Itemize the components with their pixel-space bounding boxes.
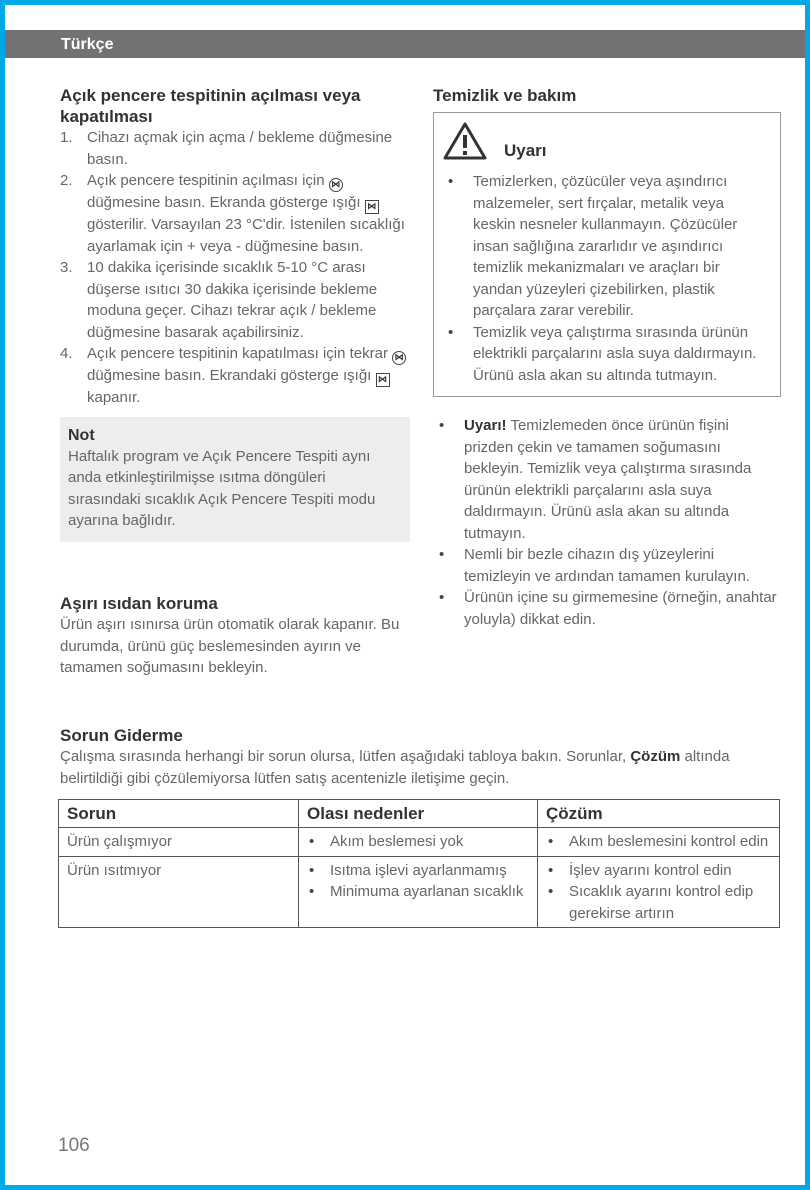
right-column	[433, 85, 781, 630]
causes-cell: • Isıtma işlevi ayarlanmamış • Minimuma ayarlanan sıcaklık	[299, 856, 538, 928]
step: 1. Cihazı açmak için açma / bekleme düğmesine basın.	[60, 129, 393, 168]
note-title: Not	[68, 426, 95, 444]
overheat-title: Aşırı ısıdan koruma	[60, 594, 218, 613]
table-row	[59, 828, 780, 857]
left-column	[60, 85, 410, 542]
cleaning-title: Temizlik ve bakım	[433, 86, 577, 105]
header-problem: Sorun	[59, 800, 299, 828]
causes-cell: • Akım beslemesi yok	[299, 828, 538, 857]
solution-cell: • Akım beslemesini kontrol edin	[538, 828, 780, 857]
troubleshooting-title: Sorun Giderme	[60, 726, 183, 745]
window-indicator-icon: ⋈	[365, 200, 379, 214]
problem-cell: Ürün çalışmıyor	[59, 828, 299, 857]
overheat-text: Ürün aşırı ısınırsa ürün otomatik olarak kapanır. Bu durumda, ürünü güç beslemesinden ayırın ve tamamen soğumasını bekleyin.	[60, 616, 400, 676]
steps-list	[60, 127, 410, 409]
header-causes: Olası nedenler	[299, 800, 538, 828]
note-text: Haftalık program ve Açık Pencere Tespiti aynı anda etkinleştirilmişse ısıtma döngüleri sırasındaki sıcaklık Açık Pencere Tespiti modu ayarına bağlıdır.	[68, 447, 376, 529]
warning-triangle-icon	[442, 121, 488, 161]
page-number: 106	[58, 1135, 90, 1156]
warning-box	[433, 112, 781, 397]
cleaning-item: • Uyarı! Temizlemeden önce ürünün fişini prizden çekin ve tamamen soğumasını bekleyin. Temizlik veya çalıştırma sırasında ürünün elektrikli parçalarını asla suya daldırmayın. Ürünü asla akan su altında tutmayın.	[433, 415, 781, 544]
header-solution: Çözüm	[538, 800, 780, 828]
warning-title: Uyarı	[504, 141, 547, 160]
step: 4. Açık pencere tespitinin kapatılması için tekrar ⋈ düğmesine basın. Ekrandaki gösterge ışığı ⋈ kapanır.	[60, 343, 410, 409]
language-label: Türkçe	[61, 36, 114, 53]
warning-item: • Temizlik veya çalıştırma sırasında ürünün elektrikli parçalarını asla suya daldırmayın. Ürünü asla akan su altında tutmayın.	[442, 322, 770, 387]
cleaning-item: • Nemli bir bezle cihazın dış yüzeylerini temizleyin ve ardından tamamen kurulayın.	[433, 544, 781, 587]
troubleshooting-intro: Çalışma sırasında herhangi bir sorun olursa, lütfen aşağıdaki tabloya bakın. Sorunlar, Çözüm altında belirtildiği gibi çözülemiyorsa lütfen satış acentenizle iletişime geçin.	[60, 748, 730, 787]
problem-cell: Ürün ısıtmıyor	[59, 856, 299, 928]
language-header	[5, 30, 805, 58]
step: 3. 10 dakika içerisinde sıcaklık 5-10 °C arası düşerse ısıtıcı 30 dakika içerisinde bekleme moduna geçer. Cihazı tekrar açık / bekleme düğmesine basarak açabilirsiniz.	[60, 259, 378, 341]
troubleshooting-table	[58, 799, 780, 928]
cleaning-item: • Ürünün içine su girmemesine (örneğin, anahtar yoluyla) dikkat edin.	[433, 587, 781, 630]
step: 2. Açık pencere tespitinin açılması için ⋈ düğmesine basın. Ekranda gösterge ışığı ⋈ gösterilir. Varsayılan 23 °C'dir. İstenilen sıcaklığı ayarlamak için + veya - düğmesine basın.	[60, 172, 405, 255]
note-box	[60, 417, 410, 542]
window-indicator-icon: ⋈	[376, 373, 390, 387]
troubleshooting-section	[60, 725, 785, 928]
overheat-section	[60, 593, 410, 679]
solution-cell: • İşlev ayarını kontrol edin • Sıcaklık ayarını kontrol edip gerekirse artırın	[538, 856, 780, 928]
open-window-title: Açık pencere tespitinin açılması veya kapatılması	[60, 86, 361, 126]
warning-item: • Temizlerken, çözücüler veya aşındırıcı malzemeler, sert fırçalar, metalik veya keskin nesneler kullanmayın. Çözücüler insan sağlığına zararlıdır ve aşındırıcı temizlik mekanizmaları ve araçları bir yandan yüzeyleri çizebilirken, plastik parçalara zarar verebilir.	[442, 171, 770, 322]
window-button-icon: ⋈	[392, 351, 406, 365]
window-button-icon: ⋈	[329, 178, 343, 192]
table-row	[59, 856, 780, 928]
